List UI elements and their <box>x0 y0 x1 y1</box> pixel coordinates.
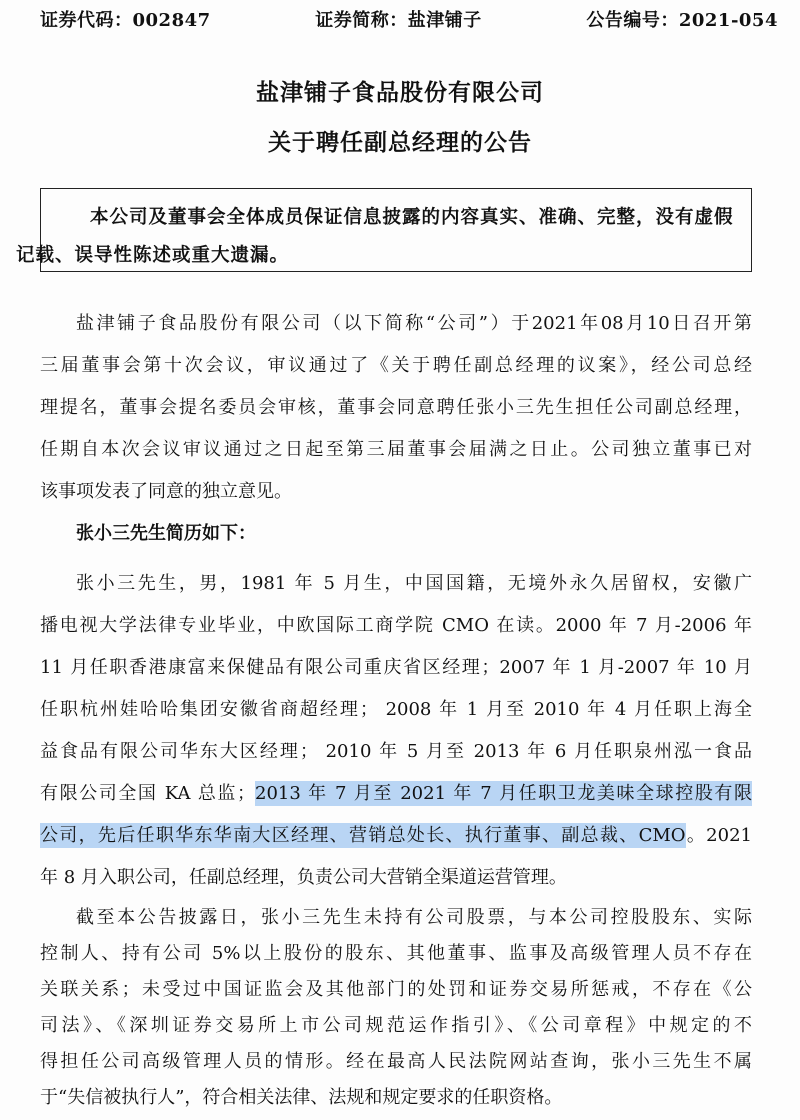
disclaimer-line-1: 本公司及董事会全体成员保证信息披露的内容真实、准确、完整，没有虚假 <box>90 207 734 228</box>
highlighted-text: 2013 年 7 月至 2021 年 7 月任职卫龙美味全球控股有限 <box>255 783 752 804</box>
para3-line: 司法》、《深圳证券交易所上市公司规范运作指引》、《公司章程》中规定的不 <box>40 1015 752 1036</box>
para2-line6-text: 有限公司全国 KA 总监； <box>40 783 255 804</box>
para2-line: 11 月任职香港康富来保健品有限公司重庆省区经理；2007 年 1 月-2007 年 10 月 <box>40 657 752 678</box>
para2-line: 年 8 月入职公司，任副总经理，负责公司大营销全渠道运营管理。 <box>40 867 567 888</box>
highlighted-text: 公司，先后任职华东华南大区经理、营销总处长、执行董事、副总裁、CMO <box>40 825 686 846</box>
para2-line <box>40 822 752 850</box>
resume-heading: 张小三先生简历如下： <box>76 523 256 544</box>
para3-line: 截至本公告披露日，张小三先生未持有公司股票，与本公司控股股东、实际 <box>76 907 752 928</box>
company-title: 盐津铺子食品股份有限公司 <box>256 79 544 106</box>
para2-line: 张小三先生，男，1981 年 5 月生，中国国籍，无境外永久居留权，安徽广 <box>76 573 752 594</box>
notice-number: 公告编号：2021-054 <box>586 10 778 31</box>
para3-line: 于“失信被执行人”，符合相关法律、法规和规定要求的任职资格。 <box>40 1087 563 1108</box>
para1-line: 三届董事会第十次会议，审议通过了《关于聘任副总经理的议案》，经公司总经 <box>40 355 752 376</box>
para1-line: 该事项发表了同意的独立意见。 <box>40 481 292 502</box>
security-short-name: 证券简称：盐津铺子 <box>315 10 482 31</box>
security-code: 证券代码：002847 <box>40 10 211 31</box>
para2-line7-text: 。2021 <box>685 825 752 846</box>
para2-line: 益食品有限公司华东大区经理； 2010 年 5 月至 2013 年 6 月任职泉州泓一食品 <box>40 741 752 762</box>
para3-line: 关联关系；未受过中国证监会及其他部门的处罚和证券交易所惩戒，不存在《公 <box>40 979 752 1000</box>
para1-line: 盐津铺子食品股份有限公司（以下简称“公司”）于2021年08月10日召开第 <box>76 313 752 334</box>
document-header <box>40 6 778 34</box>
disclaimer-line-2: 记载、误导性陈述或重大遗漏。 <box>16 245 290 266</box>
para2-line: 播电视大学法律专业毕业，中欧国际工商学院 CMO 在读。2000 年 7 月-2006 年 <box>40 615 752 636</box>
para2-line <box>40 780 752 808</box>
disclaimer-box <box>16 188 752 272</box>
para2-line: 任职杭州娃哈哈集团安徽省商超经理； 2008 年 1 月至 2010 年 4 月任职上海全 <box>40 699 752 720</box>
para1-line: 理提名，董事会提名委员会审核，董事会同意聘任张小三先生担任公司副总经理， <box>40 397 752 418</box>
notice-title: 关于聘任副总经理的公告 <box>268 129 532 156</box>
para3-line: 得担任公司高级管理人员的情形。经在最高人民法院网站查询，张小三先生不属 <box>40 1051 752 1072</box>
para3-line: 控制人、持有公司 5%以上股份的股东、其他董事、监事及高级管理人员不存在 <box>40 943 752 964</box>
para1-line: 任期自本次会议审议通过之日起至第三届董事会届满之日止。公司独立董事已对 <box>40 439 752 460</box>
